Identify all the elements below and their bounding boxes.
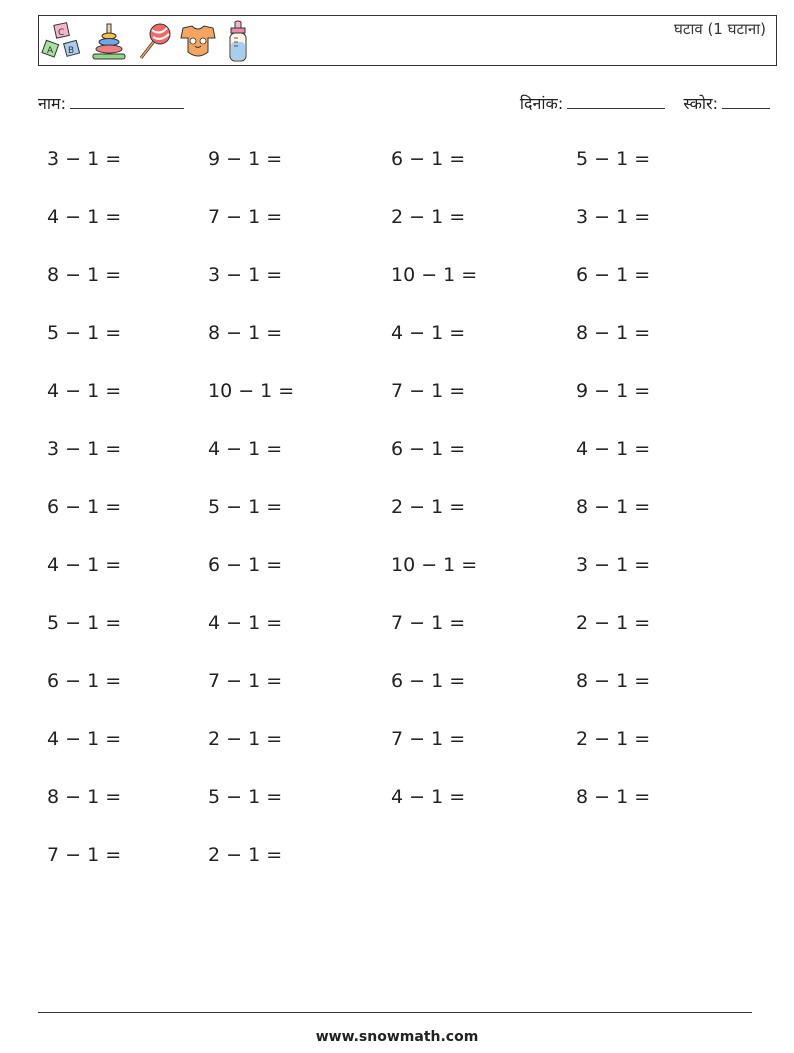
problem-item: 2 − 1 = xyxy=(391,496,466,518)
problem-item: 2 − 1 = xyxy=(576,612,651,634)
rattle-icon xyxy=(133,22,173,62)
date-label: दिनांक: xyxy=(519,94,564,113)
problem-item: 3 − 1 = xyxy=(47,148,122,170)
problem-item: 6 − 1 = xyxy=(391,670,466,692)
problem-item: 6 − 1 = xyxy=(391,438,466,460)
problem-item: 4 − 1 = xyxy=(47,554,122,576)
problem-item: 5 − 1 = xyxy=(47,322,122,344)
problem-item: 6 − 1 = xyxy=(47,670,122,692)
problem-item: 4 − 1 = xyxy=(47,728,122,750)
svg-text:A: A xyxy=(47,46,54,56)
problem-item: 7 − 1 = xyxy=(391,612,466,634)
problem-item: 6 − 1 = xyxy=(576,264,651,286)
problem-item: 8 − 1 = xyxy=(47,786,122,808)
stacking-rings-icon xyxy=(89,22,129,62)
baby-onesie-icon xyxy=(177,22,219,62)
svg-text:B: B xyxy=(68,46,75,56)
problem-item: 7 − 1 = xyxy=(208,670,283,692)
problem-item: 9 − 1 = xyxy=(576,380,651,402)
problem-item: 8 − 1 = xyxy=(576,322,651,344)
problem-item: 7 − 1 = xyxy=(391,728,466,750)
problem-item: 3 − 1 = xyxy=(576,554,651,576)
problem-item: 4 − 1 = xyxy=(391,786,466,808)
svg-text:C: C xyxy=(58,28,65,38)
abc-blocks-icon xyxy=(41,22,85,62)
problem-item: 3 − 1 = xyxy=(47,438,122,460)
problem-item: 2 − 1 = xyxy=(391,206,466,228)
date-score-fields xyxy=(520,92,770,114)
problem-item: 4 − 1 = xyxy=(391,322,466,344)
problem-item: 8 − 1 = xyxy=(576,670,651,692)
problem-item: 6 − 1 = xyxy=(391,148,466,170)
problem-item: 2 − 1 = xyxy=(208,728,283,750)
problem-item: 5 − 1 = xyxy=(47,612,122,634)
problem-item: 10 − 1 = xyxy=(391,554,478,576)
problem-item: 4 − 1 = xyxy=(208,438,283,460)
problem-item: 2 − 1 = xyxy=(576,728,651,750)
problem-item: 8 − 1 = xyxy=(576,786,651,808)
worksheet-title: घटाव (1 घटाना) xyxy=(674,20,766,38)
footer-divider xyxy=(38,1012,752,1013)
footer-url: www.snowmath.com xyxy=(315,1029,479,1045)
problem-item: 3 − 1 = xyxy=(208,264,283,286)
problem-item: 10 − 1 = xyxy=(208,380,295,402)
problem-item: 2 − 1 = xyxy=(208,844,283,866)
problem-item: 7 − 1 = xyxy=(391,380,466,402)
score-blank[interactable] xyxy=(722,94,770,109)
baby-bottle-icon xyxy=(223,20,253,64)
problem-item: 4 − 1 = xyxy=(208,612,283,634)
name-field xyxy=(38,92,184,114)
problem-item: 5 − 1 = xyxy=(208,496,283,518)
problem-item: 9 − 1 = xyxy=(208,148,283,170)
date-blank[interactable] xyxy=(567,94,665,109)
problem-item: 8 − 1 = xyxy=(576,496,651,518)
problem-item: 4 − 1 = xyxy=(576,438,651,460)
score-label: स्कोर: xyxy=(683,94,718,113)
problem-item: 4 − 1 = xyxy=(47,206,122,228)
worksheet-header xyxy=(38,15,777,66)
header-icons xyxy=(41,20,253,64)
problem-item: 7 − 1 = xyxy=(208,206,283,228)
problem-item: 8 − 1 = xyxy=(47,264,122,286)
name-blank[interactable] xyxy=(70,94,184,109)
problem-item: 4 − 1 = xyxy=(47,380,122,402)
name-label: नाम: xyxy=(38,94,66,113)
problem-item: 10 − 1 = xyxy=(391,264,478,286)
problem-item: 8 − 1 = xyxy=(208,322,283,344)
problem-item: 5 − 1 = xyxy=(208,786,283,808)
problem-item: 5 − 1 = xyxy=(576,148,651,170)
problem-item: 6 − 1 = xyxy=(208,554,283,576)
problem-item: 7 − 1 = xyxy=(47,844,122,866)
problem-item: 3 − 1 = xyxy=(576,206,651,228)
problem-item: 6 − 1 = xyxy=(47,496,122,518)
